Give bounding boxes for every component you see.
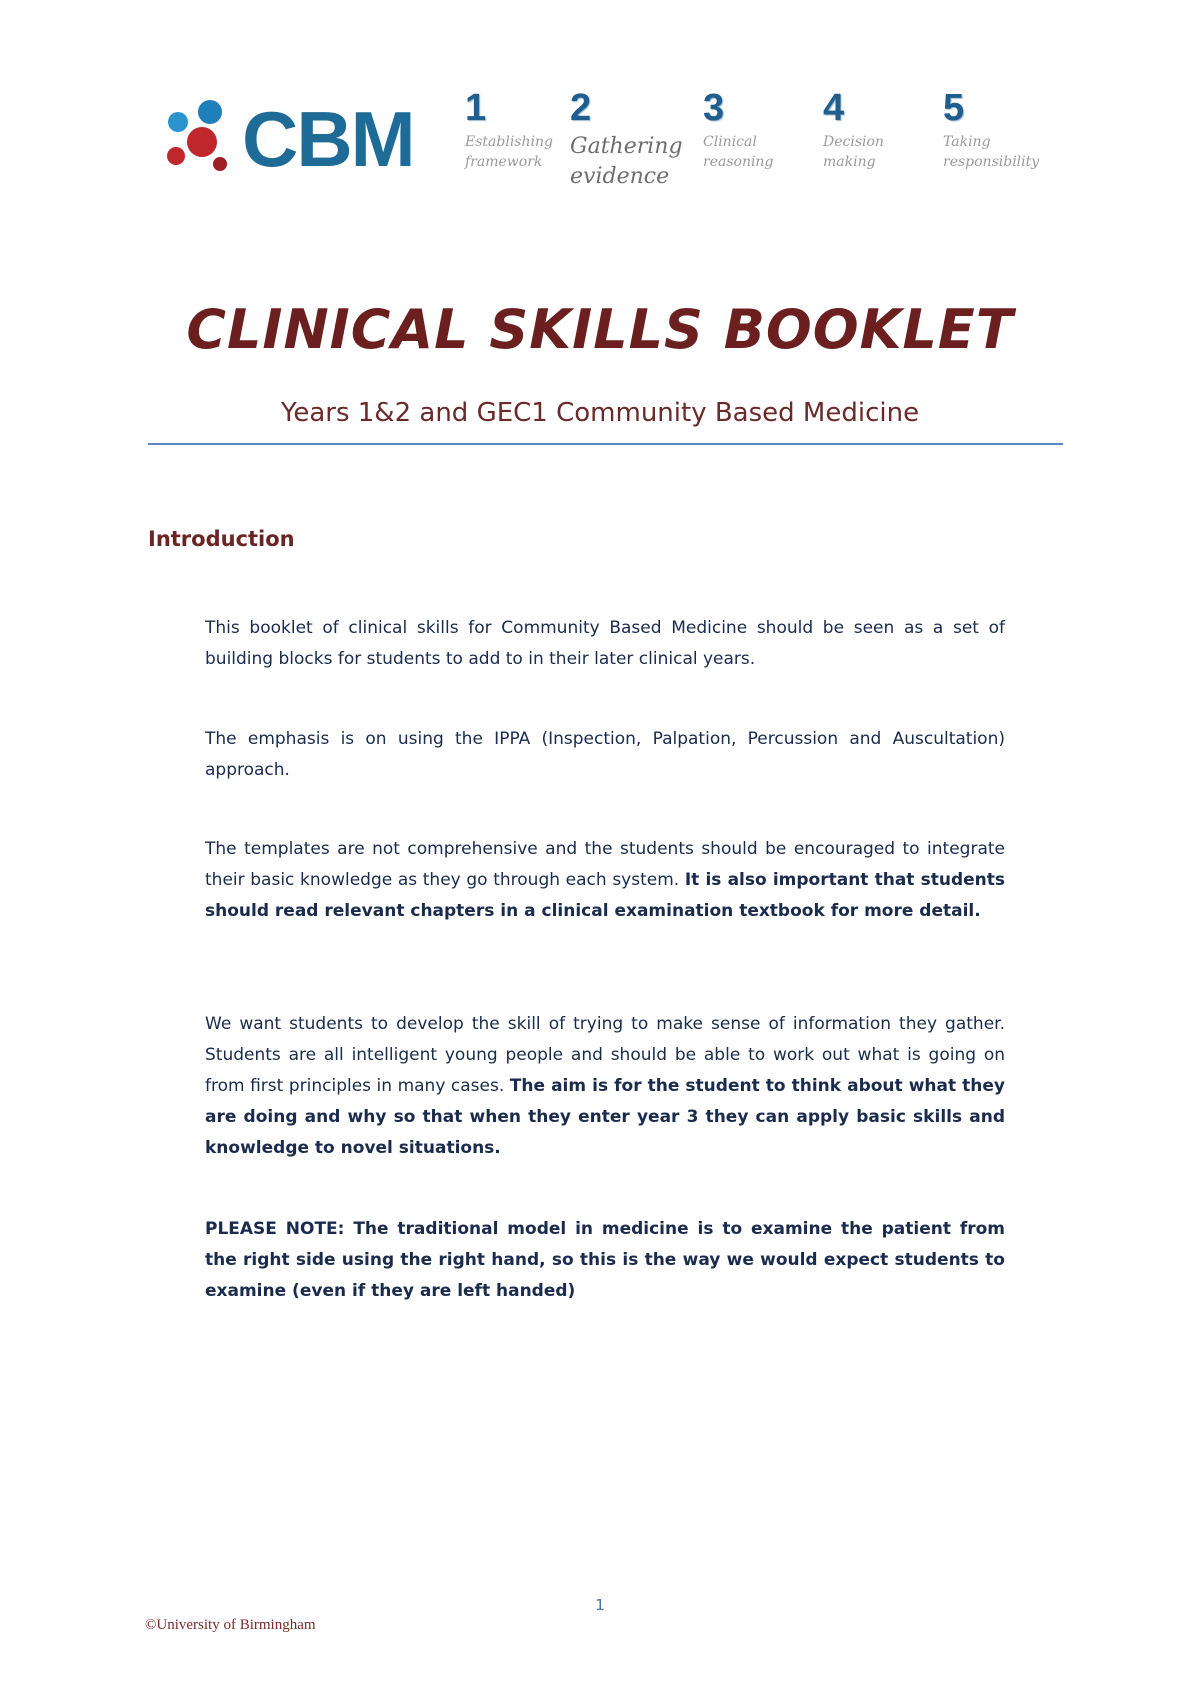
cbm-logo-icon [158,98,238,178]
step-label: Clinical reasoning [703,134,774,170]
step-number: 5 [943,87,965,129]
step-4 [823,86,943,172]
paragraph-5-note: PLEASE NOTE: The traditional model in medicine is to examine the patient from the right side using the right hand, so this is the way we would expect students to examine (even if they are left handed) [205,1219,1005,1301]
step-1 [465,86,585,172]
paragraph-2: The emphasis is on using the IPPA (Inspection, Palpation, Percussion and Auscultation) approach. [205,729,1005,780]
step-number: 4 [823,87,845,129]
step-label: Establishing framework [465,134,553,170]
step-2 [570,86,690,192]
step-number: 1 [465,87,487,129]
paragraph-4-text: We want students to develop the skill of trying to make sense of information they gather. Students are all intelligent young people and should be able to work out what is going on from first principles in many cases. [205,1014,1005,1096]
paragraph-1: This booklet of clinical skills for Community Based Medicine should be seen as a set of building blocks for students to add to in their later clinical years. [205,618,1005,669]
page-subtitle: Years 1&2 and GEC1 Community Based Medicine [280,398,920,428]
step-number: 3 [703,87,725,129]
step-label: Decision making [823,134,884,170]
step-5 [943,86,1063,172]
step-number: 2 [570,87,592,129]
step-label: Taking responsibility [943,134,1040,170]
step-label: Gathering evidence [570,134,683,189]
paragraph-3-text: The templates are not comprehensive and the students should be encouraged to integrate their basic knowledge as they go through each system. [205,839,1005,890]
paragraph-3 [205,834,1005,927]
page-number: 1 [595,1596,605,1614]
logo-text: CBM [242,95,414,183]
section-heading: Introduction [148,527,295,551]
divider [148,443,1063,445]
header [0,0,1200,210]
step-3 [703,86,823,172]
paragraph-4-emphasis: The aim is for the student to think about what they are doing and why so that when they enter year 3 they can apply basic skills and knowledge to novel situations. [205,1076,1005,1158]
copyright: ©University of Birmingham [145,1617,316,1633]
page-title: CLINICAL SKILLS BOOKLET [186,298,1014,361]
paragraph-4 [205,1009,1005,1164]
cbm-logo [158,95,428,183]
paragraph-3-emphasis: It is also important that students should read relevant chapters in a clinical examination textbook for more detail. [205,870,1005,921]
